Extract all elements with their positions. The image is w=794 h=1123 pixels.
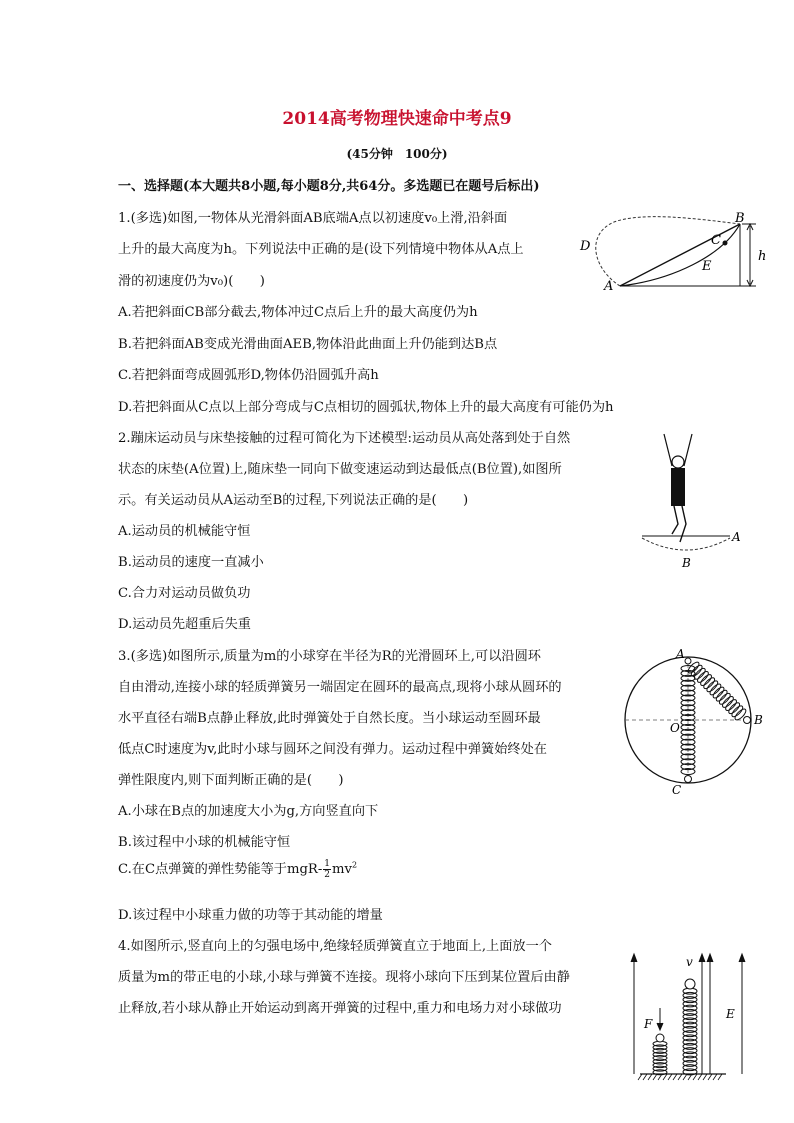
q3-option-b: B.该过程中小球的机械能守恒 [118,835,291,850]
q2-arm-right [684,434,692,466]
q4-line3: 止释放,若小球从静止开始运动到离开弹簧的过程中,重力和电场力对小球做功 [118,1001,562,1016]
q1-incline-ab [620,224,740,286]
q4-field-arrow-4 [739,954,745,962]
q1-label-b: B [735,211,745,226]
q1-line3: 滑的初速度仍为v₀)( ) [118,274,265,289]
q2-trampoline-depressed [642,538,730,550]
q3-ball-c [685,776,692,783]
q4-ball-right [685,979,695,989]
q2-figure [634,428,754,572]
q2-line1: 2.蹦床运动员与床垫接触的过程可简化为下述模型:运动员从高处落到处于自然 [118,431,571,446]
q3-option-d: D.该过程中小球重力做的功等于其动能的增量 [118,908,383,923]
q3-spring-diagonal [686,660,747,721]
q1-label-h: h [758,249,767,264]
q3-label-c: C [672,783,682,796]
q2-option-c: C.合力对运动员做负功 [118,586,251,601]
q2-arm-left [664,434,672,466]
q4-ball-left [656,1034,664,1042]
q3-line1: 3.(多选)如图所示,质量为m的小球穿在半径为R的光滑圆环上,可以沿圆环 [118,649,541,664]
q3-ball-b [744,717,751,724]
q3-label-a: A [676,647,685,661]
q1-option-b: B.若把斜面AB变成光滑曲面AEB,物体沿此曲面上升仍能到达B点 [118,337,498,352]
q1-label-a: A [604,279,614,294]
q3-option-a: A.小球在B点的加速度大小为g,方向竖直向下 [118,804,379,819]
q4-force-arrowhead [657,1023,663,1030]
q1-figure [572,206,772,294]
q3-line5: 弹性限度内,则下面判断正确的是( ) [118,773,344,788]
page-title: 2014高考物理快速命中考点9 [282,109,512,129]
q4-line1: 4.如图所示,竖直向上的匀强电场中,绝缘轻质弹簧直立于地面上,上面放一个 [118,939,552,954]
q3-option-c-exponent: 2 [352,860,358,870]
q4-field-arrow-1 [631,954,637,962]
q4-label-f: F [644,1017,653,1031]
q3-option-c-mv: mv [332,862,352,877]
q4-ground-hatch [638,1074,722,1080]
q2-option-d: D.运动员先超重后失重 [118,617,251,632]
q4-field-arrow-2 [699,954,705,962]
q3-line2: 自由滑动,连接小球的轻质弹簧另一端固定在圆环的最高点,现将小球从圆环的 [118,680,562,695]
q2-option-b: B.运动员的速度一直减小 [118,555,264,570]
q4-label-e: E [726,1007,735,1021]
q2-leg-left [672,506,678,534]
q1-point-c [723,241,728,246]
q2-head [672,456,684,468]
q4-line2: 质量为m的带正电的小球,小球与弹簧不连接。现将小球向下压到某位置后由静 [118,970,570,985]
q2-label-b: B [682,556,691,570]
q3-option-c-text: C.在C点弹簧的弹性势能等于mgR- [118,862,323,877]
q1-option-c: C.若把斜面弯成圆弧形D,物体仍沿圆弧升高h [118,368,379,383]
q2-leg-right [680,506,686,542]
q2-label-a: A [732,530,741,544]
q1-line2: 上升的最大高度为h。下列说法中正确的是(设下列情境中物体从A点上 [118,242,524,257]
q2-line2: 状态的床垫(A位置)上,随床垫一同向下做变速运动到达最低点(B位置),如图所 [118,462,562,477]
section-heading: 一、选择题(本大题共8小题,每小题8分,共64分。多选题已在题号后标出) [118,179,540,194]
q4-field-arrow-3 [707,954,713,962]
q4-spring-extended [683,988,697,1075]
q2-option-a: A.运动员的机械能守恒 [118,524,251,539]
q1-line1: 1.(多选)如图,一物体从光滑斜面AB底端A点以初速度v₀上滑,沿斜面 [118,211,508,226]
q3-fraction-denominator: 2 [324,870,331,880]
q2-line3: 示。有关运动员从A运动至B的过程,下列说法正确的是( ) [118,493,469,508]
q4-label-v: v [686,955,693,969]
q1-option-a: A.若把斜面CB部分截去,物体冲过C点后上升的最大高度仍为h [118,305,478,320]
q3-option-c [118,858,357,880]
q3-label-o: O [670,721,680,735]
q1-label-d: D [580,239,591,254]
q2-body [671,468,685,506]
q3-line4: 低点C时速度为v,此时小球与圆环之间没有弹力。运动过程中弹簧始终处在 [118,742,547,757]
q3-line3: 水平直径右端B点静止释放,此时弹簧处于自然长度。当小球运动至圆环最 [118,711,541,726]
q1-option-d: D.若把斜面从C点以上部分弯成与C点相切的圆弧状,物体上升的最大高度有可能仍为h [118,400,614,415]
q1-label-e: E [702,259,712,274]
q3-label-b: B [754,713,763,727]
q4-spring-compressed [653,1041,667,1074]
q4-figure [626,946,766,1084]
q3-figure [614,646,764,796]
q3-fraction-numerator: 1 [324,859,331,869]
q3-anchor-a [685,658,691,664]
q3-fraction [323,859,331,880]
q1-label-c: C [711,233,721,248]
page-subtitle: (45分钟 100分) [346,147,448,161]
